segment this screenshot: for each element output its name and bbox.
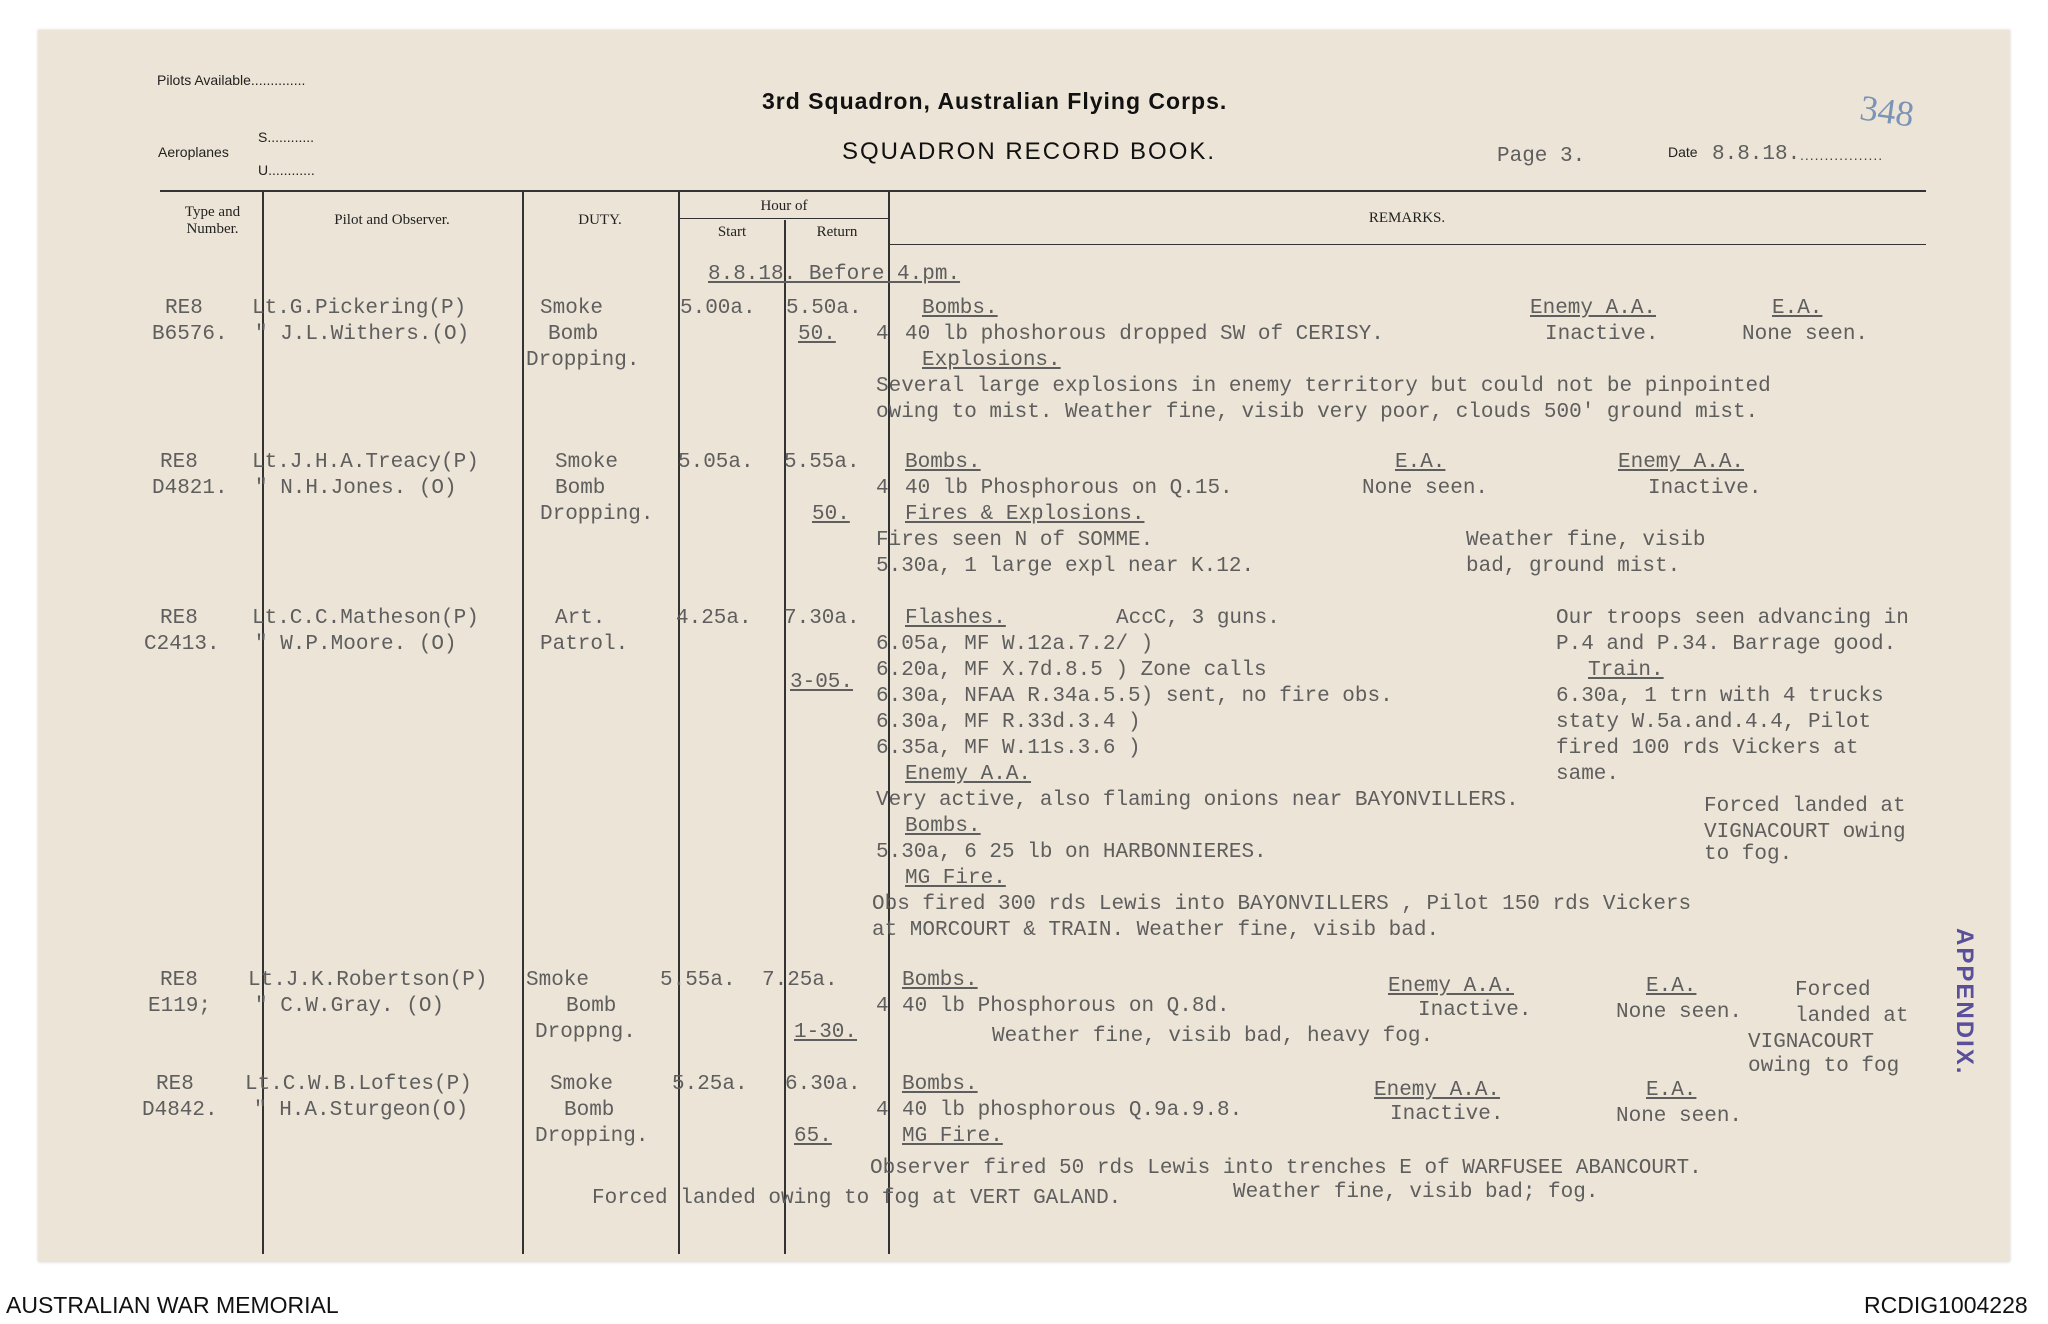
squadron-title: 3rd Squadron, Australian Flying Corps. bbox=[762, 88, 1228, 114]
return-time: 7.30a. bbox=[784, 607, 860, 630]
page-number: Page 3. bbox=[1497, 145, 1586, 168]
remarks-line: 6.35a, MF W.11s.3.6 ) bbox=[876, 737, 1141, 760]
date-value: 8.8.18. bbox=[1712, 143, 1801, 166]
remarks-heading: Flashes. bbox=[905, 607, 1006, 630]
remarks-line: to fog. bbox=[1704, 843, 1793, 866]
header-rule bbox=[160, 190, 1926, 192]
bomb-count: 4 bbox=[876, 477, 889, 500]
col-type-number: Type and Number. bbox=[184, 204, 241, 237]
remarks-line: 5.30a, 6 25 lb on HARBONNIERES. bbox=[876, 841, 1267, 864]
pilot: Lt.J.K.Robertson(P) bbox=[248, 969, 488, 992]
remarks-line: Very active, also flaming onions near BAYONVILLERS. bbox=[876, 789, 1519, 812]
footer-record-id: RCDIG1004228 bbox=[1864, 1292, 2028, 1318]
aircraft-number: D4821. bbox=[152, 477, 228, 500]
bomb-count: 4 bbox=[876, 995, 889, 1018]
pilot: Lt.C.W.B.Loftes(P) bbox=[245, 1073, 472, 1096]
duty-line: Dropping. bbox=[526, 349, 640, 372]
remarks-line: Forced landed at bbox=[1704, 795, 1906, 818]
pilot: Lt.G.Pickering(P) bbox=[252, 297, 467, 320]
remarks-line: owing to fog bbox=[1748, 1055, 1900, 1078]
remarks-heading: Fires & Explosions. bbox=[905, 503, 1145, 526]
remarks-line: Several large explosions in enemy territory but could not be pinpointed bbox=[876, 375, 1771, 398]
observer: " H.A.Sturgeon(O) bbox=[254, 1099, 469, 1122]
remarks-line: 6.30a, NFAA R.34a.5.5) sent, no fire obs. bbox=[876, 685, 1393, 708]
duty-line: Bomb bbox=[566, 995, 617, 1018]
flight-duration: 3-05. bbox=[790, 671, 854, 694]
remarks-heading: Enemy A.A. bbox=[1388, 975, 1515, 998]
remarks-line: landed at bbox=[1795, 1005, 1909, 1028]
duty-line: Bomb bbox=[564, 1099, 615, 1122]
return-time: 6.30a. bbox=[785, 1073, 861, 1096]
aircraft-type: RE8 bbox=[160, 451, 198, 474]
start-time: 5.00a. bbox=[680, 297, 756, 320]
start-time: 4.25a. bbox=[676, 607, 752, 630]
section-date: 8.8.18. Before 4.pm. bbox=[708, 263, 961, 286]
remarks-line: 6.30a, 1 trn with 4 trucks bbox=[1556, 685, 1884, 708]
duty-line: Dropping. bbox=[535, 1125, 649, 1148]
duty-line: Bomb bbox=[555, 477, 606, 500]
remarks-line: 40 lb phosphorous Q.9a.9.8. bbox=[902, 1099, 1243, 1122]
remarks-line: Weather fine, visib bad, heavy fog. bbox=[992, 1025, 1434, 1048]
remarks-heading: MG Fire. bbox=[902, 1125, 1003, 1148]
remarks-line: None seen. bbox=[1362, 477, 1489, 500]
remarks-heading: Bombs. bbox=[922, 297, 998, 320]
duty-line: Smoke bbox=[550, 1073, 614, 1096]
remarks-line: None seen. bbox=[1616, 1105, 1743, 1128]
remarks-line: Inactive. bbox=[1418, 999, 1532, 1022]
remarks-line: None seen. bbox=[1742, 323, 1869, 346]
remarks-line: Our troops seen advancing in bbox=[1556, 607, 1909, 630]
aeroplanes-label: Aeroplanes bbox=[158, 144, 229, 160]
return-time: 5.50a. bbox=[786, 297, 862, 320]
col-return: Return bbox=[816, 224, 858, 240]
remarks-line: same. bbox=[1556, 763, 1620, 786]
observer: " W.P.Moore. (O) bbox=[255, 633, 457, 656]
start-time: 5.25a. bbox=[672, 1073, 748, 1096]
remarks-line: P.4 and P.34. Barrage good. bbox=[1556, 633, 1897, 656]
remarks-line: Observer fired 50 rds Lewis into trenches E of WARFUSEE ABANCOURT. bbox=[870, 1157, 1702, 1180]
aircraft-number: E119; bbox=[148, 995, 212, 1018]
remarks-line: staty W.5a.and.4.4, Pilot bbox=[1556, 711, 1872, 734]
remarks-line: Inactive. bbox=[1545, 323, 1659, 346]
pilots-available-label: Pilots Available.............. bbox=[157, 72, 306, 88]
col-pilot-observer: Pilot and Observer. bbox=[334, 212, 450, 228]
flight-duration: 50. bbox=[812, 503, 850, 526]
col-divider-2 bbox=[522, 192, 524, 1254]
remarks-heading: MG Fire. bbox=[905, 867, 1006, 890]
observer: " C.W.Gray. (O) bbox=[255, 995, 445, 1018]
aircraft-number: C2413. bbox=[144, 633, 220, 656]
remarks-line: bad, ground mist. bbox=[1466, 555, 1681, 578]
remarks-line: None seen. bbox=[1616, 1001, 1743, 1024]
remarks-line: Forced landed owing to fog at VERT GALAND. bbox=[592, 1187, 1122, 1210]
remarks-heading: E.A. bbox=[1395, 451, 1446, 474]
aircraft-type: RE8 bbox=[156, 1073, 194, 1096]
remarks-heading: Enemy A.A. bbox=[1618, 451, 1745, 474]
record-book-title: SQUADRON RECORD BOOK. bbox=[842, 138, 1217, 165]
remarks-line: 40 lb phoshorous dropped SW of CERISY. bbox=[905, 323, 1384, 346]
remarks-line: Weather fine, visib bad; fog. bbox=[1233, 1181, 1599, 1204]
duty-line: Art. bbox=[555, 607, 606, 630]
remarks-heading: Enemy A.A. bbox=[1374, 1079, 1501, 1102]
col-divider-4 bbox=[784, 220, 786, 1254]
remarks-line: Obs fired 300 rds Lewis into BAYONVILLERS , Pilot 150 rds Vickers bbox=[872, 893, 1692, 916]
pilot: Lt.J.H.A.Treacy(P) bbox=[252, 451, 479, 474]
duty-line: Bomb bbox=[548, 323, 599, 346]
aircraft-type: RE8 bbox=[160, 607, 198, 630]
remarks-line: 40 lb Phosphorous on Q.15. bbox=[905, 477, 1233, 500]
duty-line: Droppng. bbox=[535, 1021, 636, 1044]
remarks-line: Fires seen N of SOMME. bbox=[876, 529, 1154, 552]
duty-line: Smoke bbox=[540, 297, 604, 320]
remarks-heading: Explosions. bbox=[922, 349, 1061, 372]
remarks-heading: E.A. bbox=[1646, 975, 1697, 998]
remarks-heading: Bombs. bbox=[902, 1073, 978, 1096]
remarks-heading: Bombs. bbox=[905, 451, 981, 474]
pilot: Lt.C.C.Matheson(P) bbox=[252, 607, 479, 630]
observer: " N.H.Jones. (O) bbox=[255, 477, 457, 500]
flight-duration: 50. bbox=[798, 323, 836, 346]
return-time: 5.55a. bbox=[784, 451, 860, 474]
aircraft-type: RE8 bbox=[160, 969, 198, 992]
remarks-heading: Enemy A.A. bbox=[905, 763, 1032, 786]
remarks-line: 6.30a, MF R.33d.3.4 ) bbox=[876, 711, 1141, 734]
aeroplanes-s: S............ bbox=[258, 129, 315, 145]
remarks-heading: Train. bbox=[1588, 659, 1664, 682]
remarks-line: fired 100 rds Vickers at bbox=[1556, 737, 1859, 760]
remarks-line: Weather fine, visib bbox=[1466, 529, 1706, 552]
col-remarks: REMARKS. bbox=[1368, 210, 1446, 226]
hour-rule bbox=[680, 218, 888, 219]
duty-line: Dropping. bbox=[540, 503, 654, 526]
col-start: Start bbox=[717, 224, 747, 240]
remarks-line: 40 lb Phosphorous on Q.8d. bbox=[902, 995, 1230, 1018]
remarks-line: 6.05a, MF W.12a.7.2/ ) bbox=[876, 633, 1154, 656]
remarks-line: Forced bbox=[1795, 979, 1871, 1002]
flight-duration: 65. bbox=[794, 1125, 832, 1148]
bomb-count: 4 bbox=[876, 1099, 889, 1122]
remarks-heading: Bombs. bbox=[902, 969, 978, 992]
return-time: 7.25a. bbox=[762, 969, 838, 992]
remarks-heading: E.A. bbox=[1646, 1079, 1697, 1102]
date-label: Date bbox=[1668, 144, 1698, 160]
remarks-rule bbox=[888, 244, 1926, 245]
col-hour-of: Hour of bbox=[760, 198, 808, 214]
aeroplanes-u: U............ bbox=[258, 162, 315, 178]
duty-line: Patrol. bbox=[540, 633, 629, 656]
remarks-heading: Bombs. bbox=[905, 815, 981, 838]
duty-line: Smoke bbox=[555, 451, 619, 474]
aircraft-number: B6576. bbox=[152, 323, 228, 346]
start-time: 5.05a. bbox=[678, 451, 754, 474]
remarks-line: owing to mist. Weather fine, visib very poor, clouds 500' ground mist. bbox=[876, 401, 1759, 424]
remarks-line: VIGNACOURT bbox=[1748, 1031, 1875, 1054]
duty-line: Smoke bbox=[526, 969, 590, 992]
remarks-line: Inactive. bbox=[1648, 477, 1762, 500]
remarks-line: AccC, 3 guns. bbox=[1116, 607, 1280, 630]
flight-duration: 1-30. bbox=[794, 1021, 858, 1044]
start-time: 5.55a. bbox=[660, 969, 736, 992]
remarks-heading: E.A. bbox=[1772, 297, 1823, 320]
remarks-line: 5.30a, 1 large expl near K.12. bbox=[876, 555, 1255, 578]
folio-stamp: 348 bbox=[1857, 87, 1917, 135]
remarks-line: 6.20a, MF X.7d.8.5 ) Zone calls bbox=[876, 659, 1267, 682]
appendix-stamp: APPENDIX. bbox=[1951, 928, 1978, 1076]
footer-source: AUSTRALIAN WAR MEMORIAL bbox=[6, 1292, 339, 1318]
remarks-line: at MORCOURT & TRAIN. Weather fine, visib bad. bbox=[872, 919, 1440, 942]
observer: " J.L.Withers.(O) bbox=[255, 323, 470, 346]
aircraft-type: RE8 bbox=[165, 297, 203, 320]
col-duty: DUTY. bbox=[578, 212, 622, 228]
aircraft-number: D4842. bbox=[142, 1099, 218, 1122]
remarks-line: Inactive. bbox=[1390, 1103, 1504, 1126]
bomb-count: 4 bbox=[876, 323, 889, 346]
remarks-heading: Enemy A.A. bbox=[1530, 297, 1657, 320]
remarks-line: VIGNACOURT owing bbox=[1704, 821, 1906, 844]
